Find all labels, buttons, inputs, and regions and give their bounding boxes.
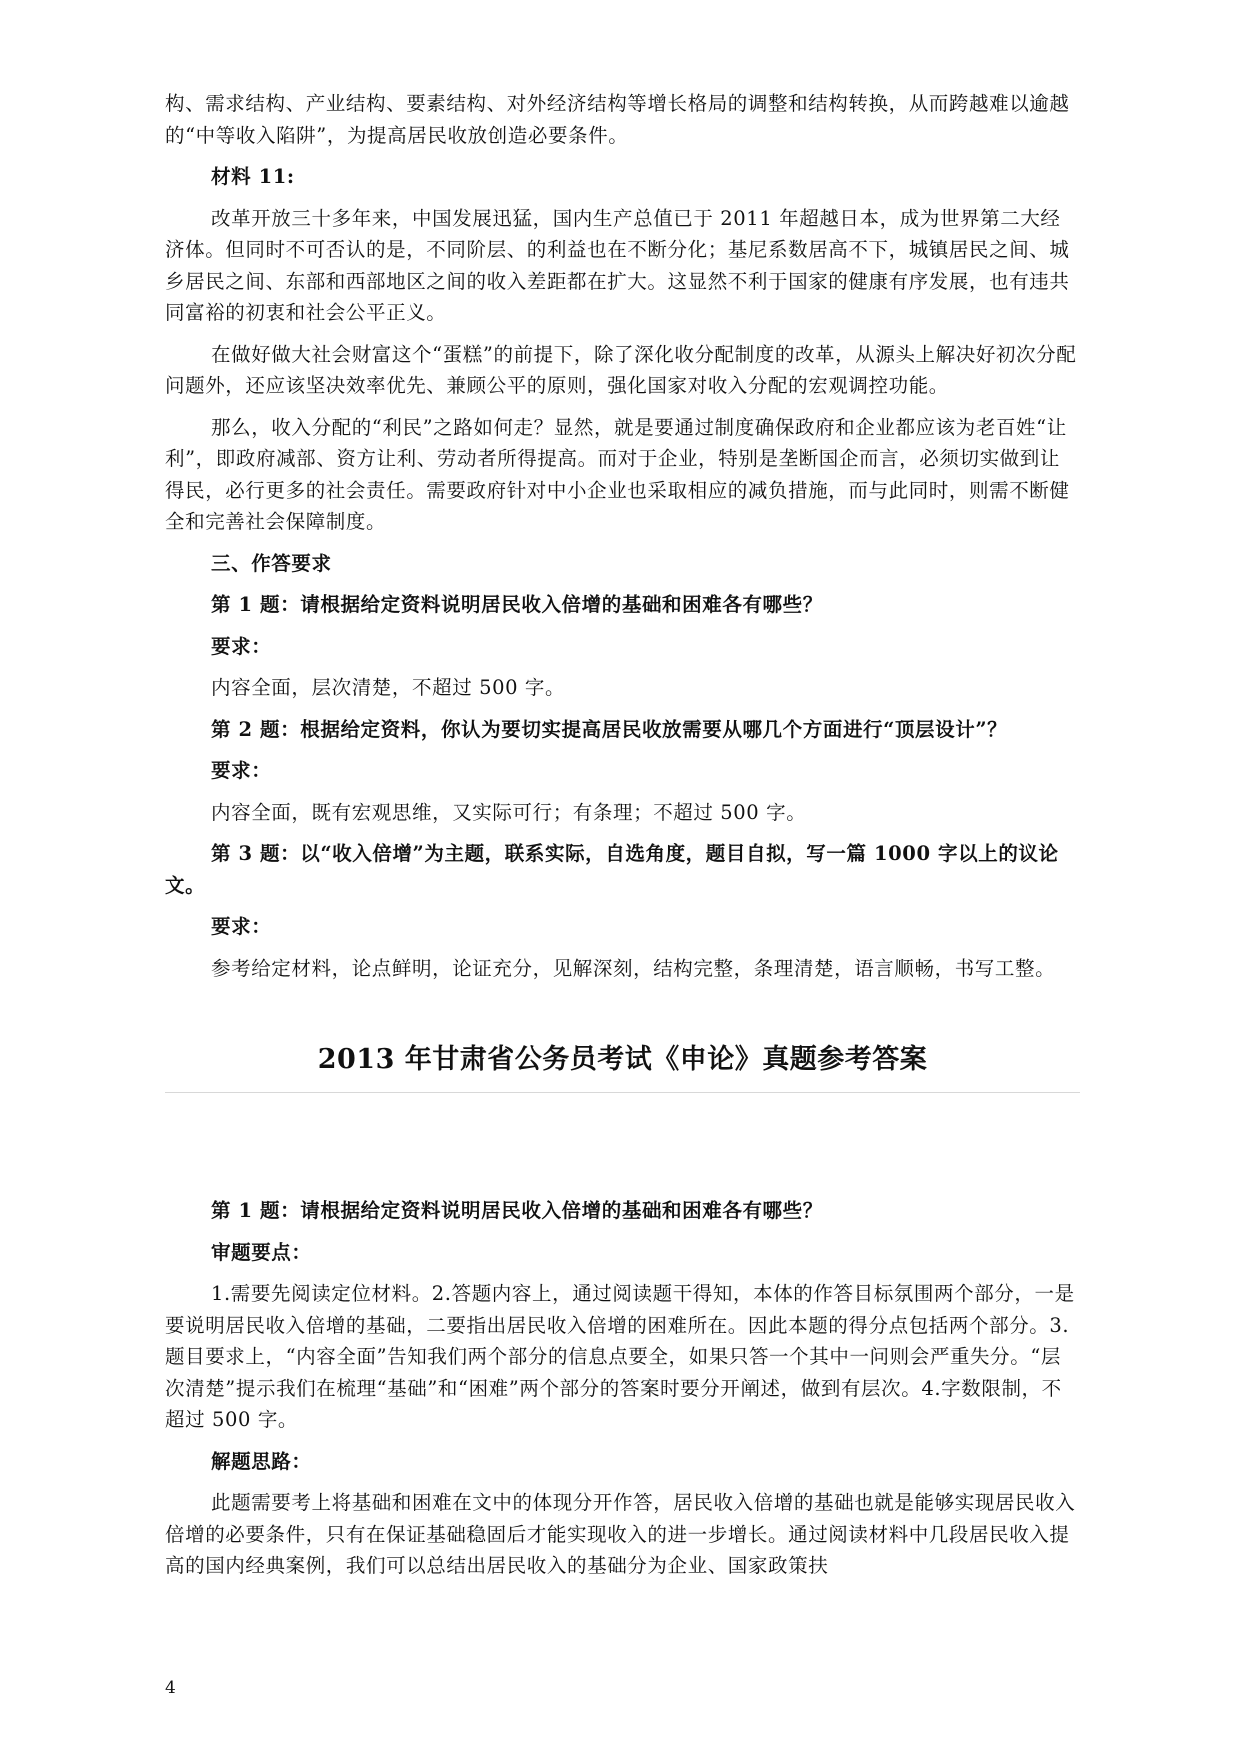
- page-number: 4: [165, 1678, 176, 1698]
- question-2-requirement-text: 内容全面，既有宏观思维，又实际可行；有条理；不超过 500 字。: [211, 800, 807, 824]
- approach-label: 解题思路：: [211, 1449, 312, 1473]
- question-1-requirement-text: 内容全面，层次清楚，不超过 500 字。: [211, 676, 566, 699]
- question-3-title: 第 3 题：以“收入倍增”为主题，联系实际，自选角度，题目自拟，写一篇 1000 字以上的议论文。: [165, 842, 1059, 897]
- answer-question-1-title: 第 1 题：请根据给定资料说明居民收入倍增的基础和困难各有哪些？: [211, 1199, 823, 1222]
- question-1-title: 第 1 题：请根据给定资料说明居民收入倍增的基础和困难各有哪些？: [211, 593, 823, 616]
- question-3-requirement-text: 参考给定材料，论点鲜明，论证充分，见解深刻，结构完整，条理清楚，语言顺畅，书写工整。: [211, 956, 1056, 980]
- approach-text: 此题需要考上将基础和困难在文中的体现分开作答，居民收入倍增的基础也就是能够实现居民收入倍增的必要条件，只有在保证基础稳固后才能实现收入的进一步增长。通过阅读材料中几段居民收入提高的国内经典案例，我们可以总结出居民收入的基础分为企业、国家政策扶: [165, 1491, 1076, 1577]
- key-points-label: 审题要点：: [211, 1240, 312, 1264]
- continued-paragraph: 构、需求结构、产业结构、要素结构、对外经济结构等增长格局的调整和结构转换，从而跨越难以逾越的“中等收入陷阱”，为提高居民收放创造必要条件。: [165, 92, 1070, 147]
- question-2-title: 第 2 题：根据给定资料，你认为要切实提高居民收放需要从哪几个方面进行“顶层设计”？: [211, 717, 1008, 741]
- material-11-paragraph-3: 那么，收入分配的“利民”之路如何走？显然，就是要通过制度确保政府和企业都应该为老百姓“让利”，即政府减部、资方让利、劳动者所得提高。而对于企业，特别是垄断国企而言，必须切实做到让得民，必行更多的社会责任。需要政府针对中小企业也采取相应的减负措施，而与此同时，则需不断健全和完善社会保障制度。: [165, 415, 1070, 533]
- material-11-paragraph-2: 在做好做大社会财富这个“蛋糕”的前提下，除了深化收分配制度的改革，从源头上解决好初次分配问题外，还应该坚决效率优先、兼顾公平的原则，强化国家对收入分配的宏观调控功能。: [165, 342, 1077, 397]
- section-3-heading: 三、作答要求: [211, 551, 332, 575]
- material-11-heading: 材料 11:: [211, 165, 295, 188]
- page-content: [165, 88, 1080, 1592]
- question-3-requirement-label: 要求：: [211, 915, 272, 938]
- material-11-paragraph-1: 改革开放三十多年来，中国发展迅猛，国内生产总值已于 2011 年超越日本，成为世界第二大经济体。但同时不可否认的是，不同阶层、的利益也在不断分化；基尼系数居高不下，城镇居民之间、城乡居民之间、东部和西部地区之间的收入差距都在扩大。这显然不利于国家的健康有序发展，也有违共同富裕的初衷和社会公平正义。: [165, 206, 1070, 324]
- key-points-text: 1.需要先阅读定位材料。2.答题内容上，通过阅读题干得知，本体的作答目标氛围两个部分，一是要说明居民收入倍增的基础，二要指出居民收入倍增的困难所在。因此本题的得分点包括两个部分。3.题目要求上，“内容全面”告知我们两个部分的信息点要全，如果只答一个其中一问则会严重失分。“层次清楚”提示我们在梳理“基础”和“困难”两个部分的答案时要分开阐述，做到有层次。4.字数限制，不超过 500 字。: [165, 1282, 1075, 1431]
- answer-section-title: 2013 年甘肃省公务员考试《申论》真题参考答案: [317, 1044, 928, 1075]
- question-2-requirement-label: 要求：: [211, 759, 272, 782]
- answer-title-block: [165, 1042, 1080, 1093]
- answer-body: [165, 1195, 1080, 1582]
- question-1-requirement-label: 要求：: [211, 634, 272, 658]
